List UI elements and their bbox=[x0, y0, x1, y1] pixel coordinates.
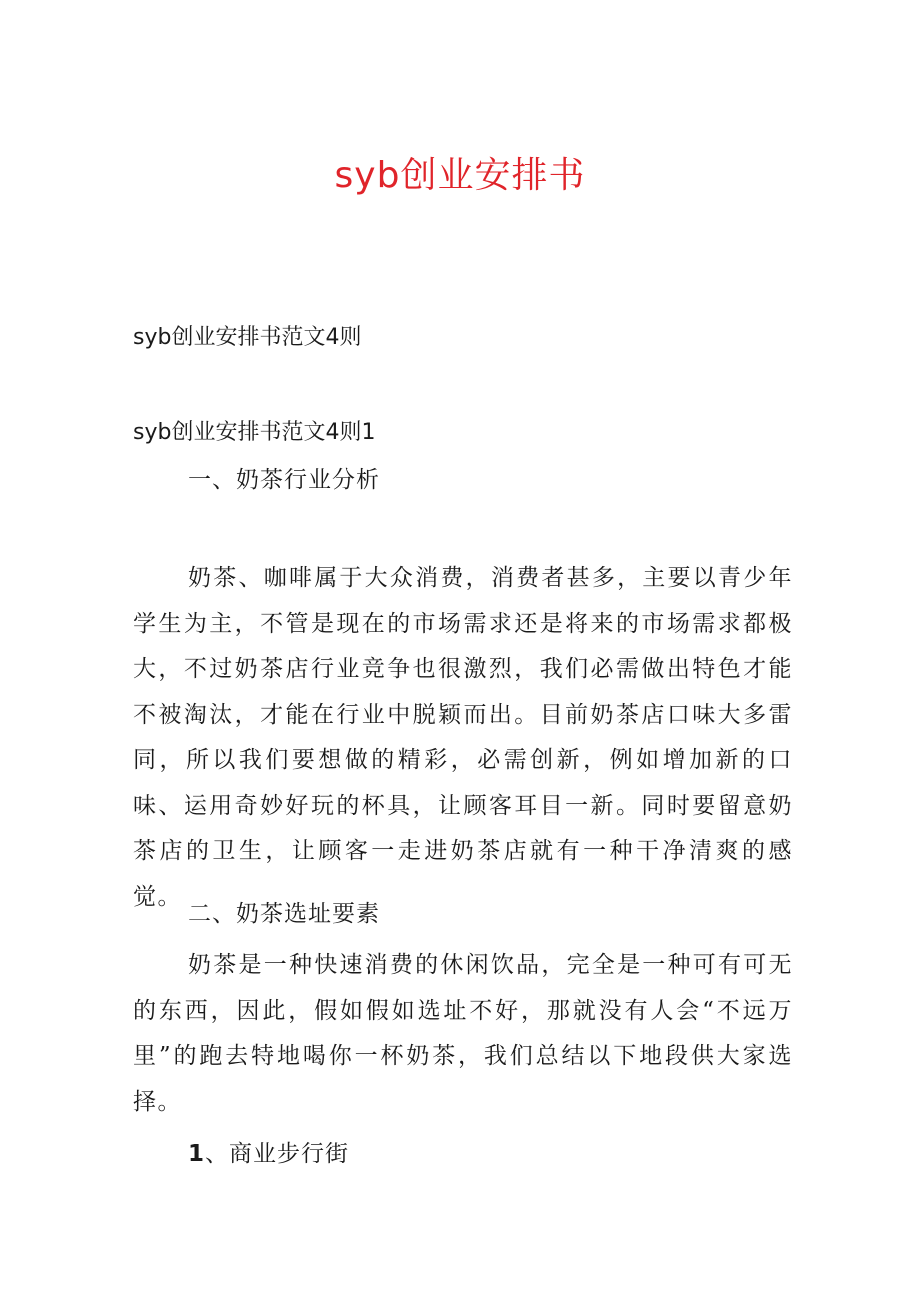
document-title: syb创业安排书 bbox=[334, 155, 586, 196]
paragraph-industry-analysis: 奶茶、咖啡属于大众消费，消费者甚多，主要以青少年学生为主，不管是现在的市场需求还是将来的市场需求都极大，不过奶茶店行业竞争也很激烈，我们必需做出特色才能不被淘汰，才能在行业中脱颖而出。目前奶茶店口味大多雷同，所以我们要想做的精彩，必需创新，例如增加新的口味、运用奇妙好玩的杯具，让顾客耳目一新。同时要留意奶茶店的卫生，让顾客一走进奶茶店就有一种干净清爽的感觉。 bbox=[133, 565, 793, 910]
section-title-industry-analysis: 一、奶茶行业分析 bbox=[188, 467, 380, 493]
sub-heading: syb创业安排书范文4则1 bbox=[133, 420, 376, 445]
list-item-commercial-street bbox=[188, 1138, 349, 1170]
section-title-site-selection: 二、奶茶选址要素 bbox=[188, 901, 380, 927]
list-item-text: 、商业步行街 bbox=[205, 1141, 350, 1167]
list-item-number: 1 bbox=[188, 1141, 206, 1167]
paragraph-site-selection: 奶茶是一种快速消费的休闲饮品，完全是一种可有可无的东西，因此，假如假如选址不好，那就没有人会“不远万里”的跑去特地喝你一杯奶茶，我们总结以下地段供大家选择。 bbox=[133, 952, 793, 1115]
main-heading: syb创业安排书范文4则 bbox=[133, 325, 362, 350]
